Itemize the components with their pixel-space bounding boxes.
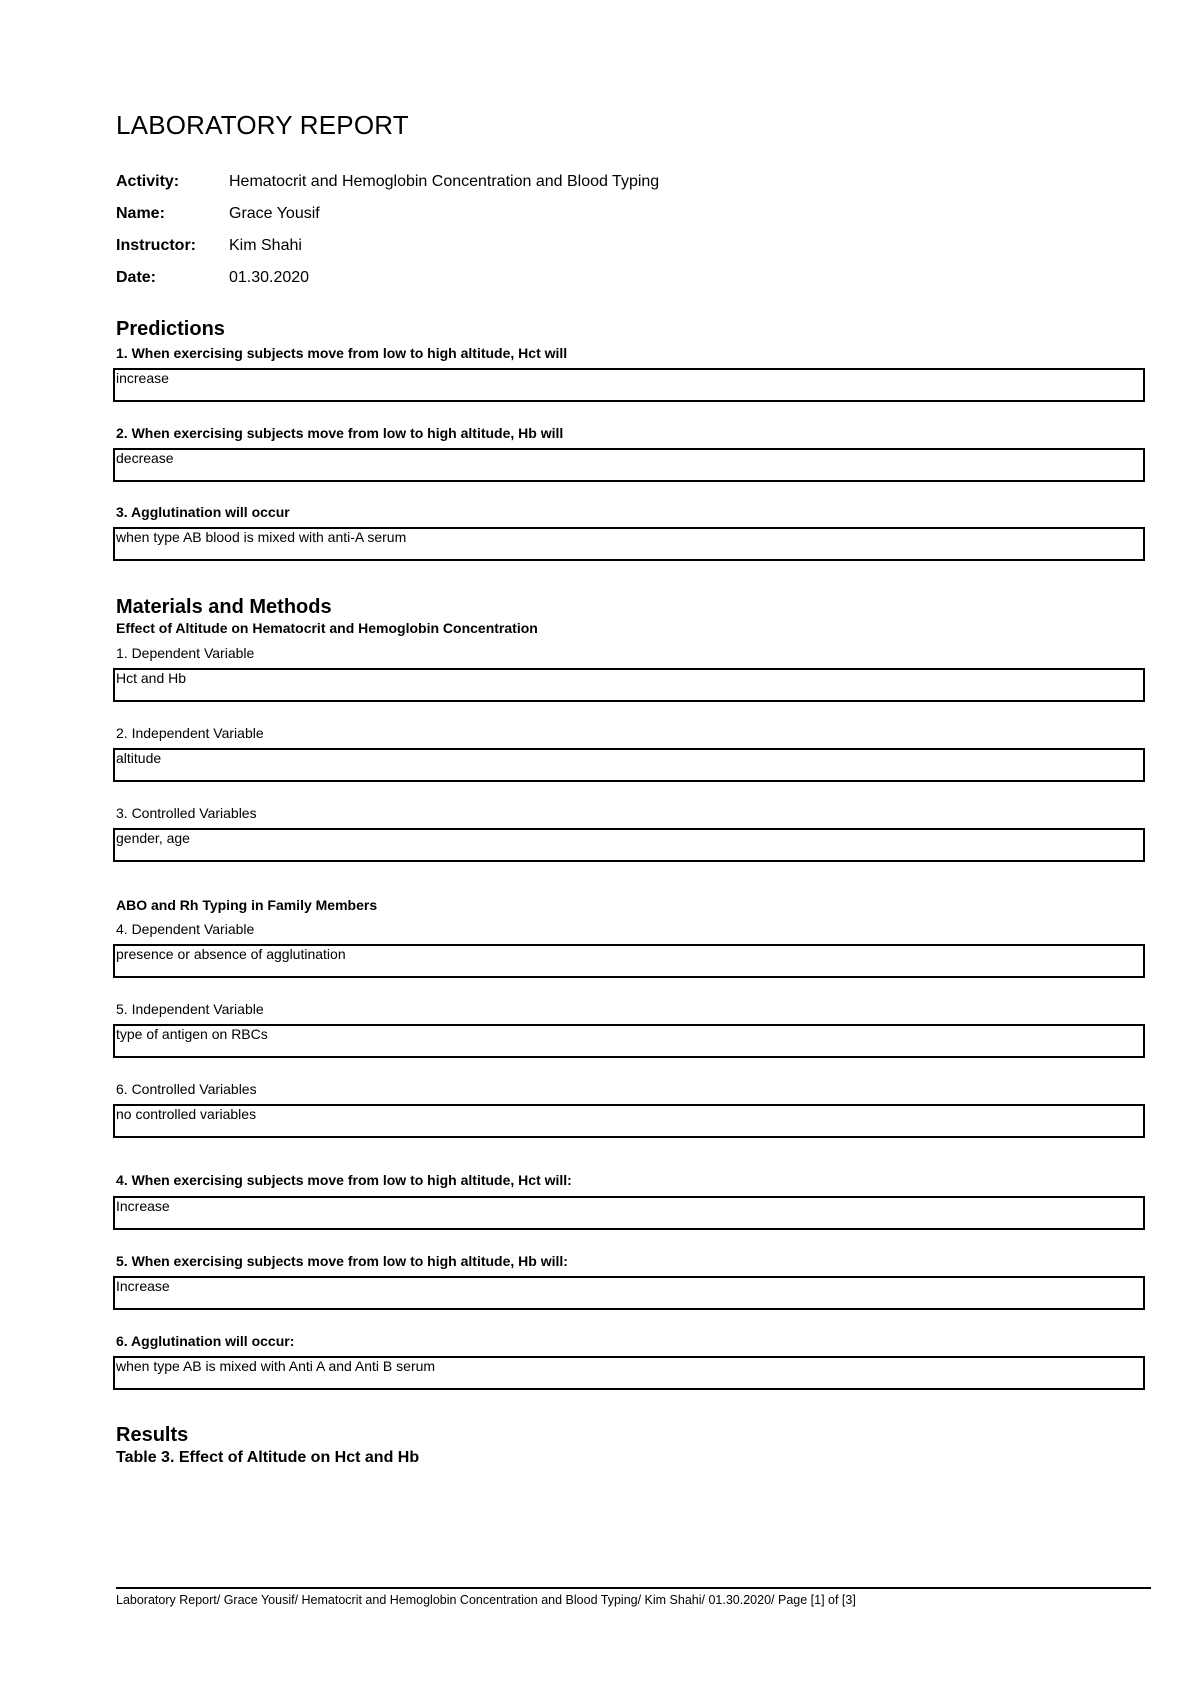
mm-2-field[interactable]: altitude (113, 748, 1145, 782)
mm-7-field[interactable]: Increase (113, 1196, 1145, 1230)
prediction-2-label: 2. When exercising subjects move from low to high altitude, Hb will (116, 425, 564, 441)
materials-heading: Materials and Methods (116, 596, 332, 618)
date-label: Date: (116, 269, 157, 286)
materials-section1-heading: Effect of Altitude on Hematocrit and Hemoglobin Concentration (116, 620, 538, 636)
date-value: 01.30.2020 (229, 269, 310, 286)
results-heading: Results (116, 1424, 189, 1446)
name-value: Grace Yousif (229, 205, 320, 222)
prediction-3-label: 3. Agglutination will occur (116, 504, 290, 520)
activity-label: Activity: (116, 173, 180, 190)
mm-4-field[interactable]: presence or absence of agglutination (113, 944, 1145, 978)
footer-divider (116, 1587, 1151, 1589)
mm-1-label: 1. Dependent Variable (116, 645, 255, 661)
activity-value: Hematocrit and Hemoglobin Concentration and Blood Typing (229, 173, 660, 190)
mm-3-field[interactable]: gender, age (113, 828, 1145, 862)
mm-9-field[interactable]: when type AB is mixed with Anti A and Anti B serum (113, 1356, 1145, 1390)
page-footer: Laboratory Report/ Grace Yousif/ Hematocrit and Hemoglobin Concentration and Blood Typing/ Kim Shahi/ 01.30.2020/ Page [1] of [3] (116, 1593, 856, 1607)
mm-5-field[interactable]: type of antigen on RBCs (113, 1024, 1145, 1058)
mm-3-label: 3. Controlled Variables (116, 805, 257, 821)
results-table-caption: Table 3. Effect of Altitude on Hct and Hb (116, 1449, 420, 1466)
prediction-3-field[interactable]: when type AB blood is mixed with anti-A serum (113, 527, 1145, 561)
mm-9-label: 6. Agglutination will occur: (116, 1333, 295, 1349)
mm-5-label: 5. Independent Variable (116, 1001, 264, 1017)
mm-6-label: 6. Controlled Variables (116, 1081, 257, 1097)
mm-1-field[interactable]: Hct and Hb (113, 668, 1145, 702)
materials-section2-heading: ABO and Rh Typing in Family Members (116, 897, 378, 913)
instructor-label: Instructor: (116, 237, 196, 254)
instructor-value: Kim Shahi (229, 237, 302, 254)
mm-2-label: 2. Independent Variable (116, 725, 264, 741)
prediction-1-label: 1. When exercising subjects move from low to high altitude, Hct will (116, 345, 568, 361)
predictions-heading: Predictions (116, 318, 225, 340)
prediction-2-field[interactable]: decrease (113, 448, 1145, 482)
mm-8-label: 5. When exercising subjects move from low to high altitude, Hb will: (116, 1253, 568, 1269)
mm-8-field[interactable]: Increase (113, 1276, 1145, 1310)
mm-6-field[interactable]: no controlled variables (113, 1104, 1145, 1138)
mm-7-label: 4. When exercising subjects move from low to high altitude, Hct will: (116, 1172, 572, 1188)
mm-4-label: 4. Dependent Variable (116, 921, 255, 937)
name-label: Name: (116, 205, 165, 222)
prediction-1-field[interactable]: increase (113, 368, 1145, 402)
report-title: LABORATORY REPORT (116, 110, 409, 140)
